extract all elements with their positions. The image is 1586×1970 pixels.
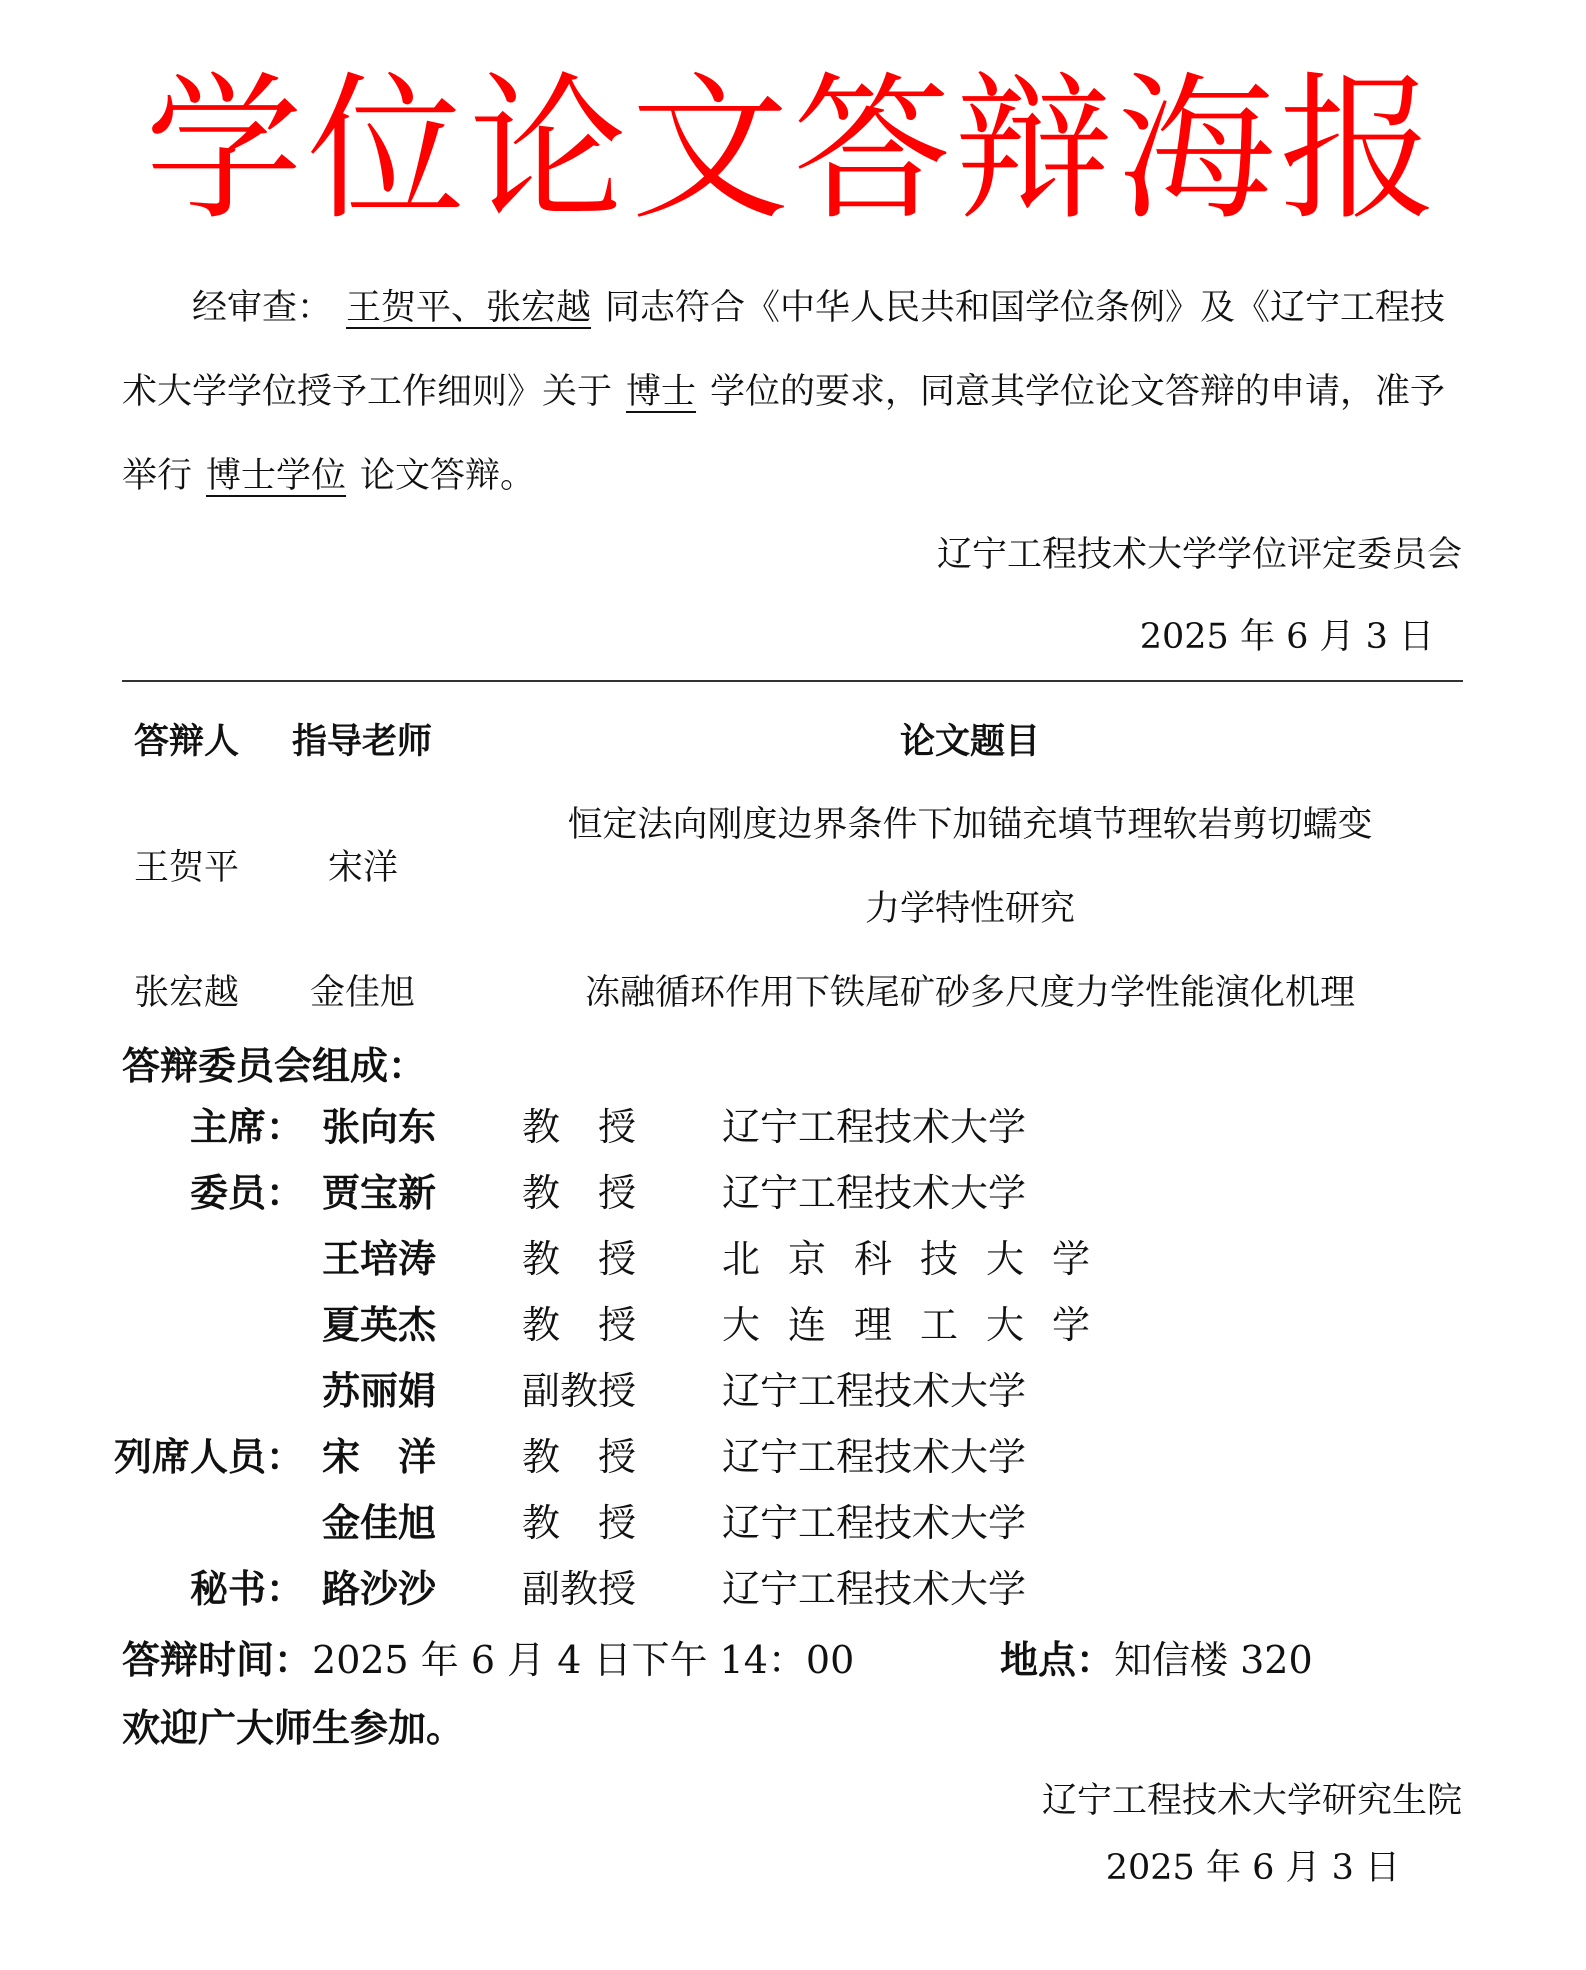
- member-institution: 辽宁工程技术大学: [722, 1369, 1027, 1413]
- poster-title: 学位论文答辩海报: [145, 58, 1441, 242]
- member-title: 教 授: [522, 1237, 637, 1281]
- footer-issuer: 辽宁工程技术大学研究生院: [1041, 1781, 1462, 1821]
- member-name: 苏丽娟: [322, 1368, 437, 1413]
- row-advisor: 金佳旭: [310, 973, 416, 1013]
- row-defender: 张宏越: [134, 973, 240, 1013]
- member-name: 路沙沙: [322, 1566, 437, 1611]
- approval-issuer: 辽宁工程技术大学学位评定委员会: [936, 535, 1462, 575]
- header-advisor: 指导老师: [292, 721, 433, 762]
- member-title: 教 授: [522, 1105, 637, 1149]
- header-title: 论文题目: [899, 721, 1040, 762]
- member-institution: 辽宁工程技术大学: [722, 1171, 1027, 1215]
- member-institution: 北京科技大学: [722, 1237, 1119, 1281]
- committee-member: [0, 1231, 1586, 1287]
- row-defender: 王贺平: [134, 848, 240, 888]
- approval-text-b: 学位的要求，同意其学位论文答辩的申请，准予举行: [122, 372, 1446, 496]
- divider: [122, 680, 1463, 682]
- member-title: 教 授: [522, 1435, 637, 1479]
- place-value: 知信楼 320: [1114, 1638, 1313, 1682]
- degree-level: 博士: [626, 372, 697, 412]
- committee-heading: 答辩委员会组成：: [122, 1043, 427, 1088]
- approval-intro: 经审查：: [192, 288, 333, 328]
- member-name: 夏英杰: [322, 1302, 437, 1347]
- committee-member: [0, 1297, 1586, 1353]
- member-title: 教 授: [522, 1303, 637, 1347]
- member-institution: 辽宁工程技术大学: [722, 1105, 1027, 1149]
- approval-date: 2025 年 6 月 3 日: [1139, 617, 1434, 657]
- approval-text-c: 论文答辩。: [360, 456, 536, 496]
- committee-member: [0, 1099, 1586, 1155]
- header-defender: 答辩人: [134, 721, 240, 762]
- member-name: 宋 洋: [322, 1434, 437, 1479]
- committee-member: [0, 1165, 1586, 1221]
- member-institution: 辽宁工程技术大学: [722, 1567, 1027, 1611]
- member-name: 金佳旭: [322, 1500, 437, 1545]
- member-institution: 辽宁工程技术大学: [722, 1435, 1027, 1479]
- committee-member: [0, 1561, 1586, 1617]
- committee-member: [0, 1363, 1586, 1419]
- row-advisor: 宋洋: [328, 848, 399, 888]
- member-role: 主席：: [189, 1104, 304, 1149]
- member-institution: 辽宁工程技术大学: [722, 1501, 1027, 1545]
- defense-place: [1000, 1632, 1313, 1688]
- welcome-text: 欢迎广大师生参加。: [122, 1705, 465, 1750]
- row-title-line2: 力学特性研究: [864, 889, 1075, 929]
- place-label: 地点：: [1000, 1637, 1115, 1682]
- time-label: 答辩时间：: [122, 1637, 313, 1682]
- defense-time: [122, 1632, 854, 1688]
- row-title-line1: 冻融循环作用下铁尾矿砂多尺度力学性能演化机理: [584, 973, 1355, 1013]
- member-name: 张向东: [322, 1104, 437, 1149]
- footer-date: 2025 年 6 月 3 日: [1105, 1848, 1400, 1888]
- row-title-line1: 恒定法向刚度边界条件下加锚充填节理软岩剪切蠕变: [567, 805, 1373, 845]
- member-title: 副教授: [522, 1369, 637, 1413]
- student-names: 王贺平、张宏越: [346, 288, 592, 328]
- member-name: 王培涛: [322, 1236, 437, 1281]
- member-title: 教 授: [522, 1171, 637, 1215]
- degree-full: 博士学位: [206, 456, 347, 496]
- member-institution: 大连理工大学: [722, 1303, 1119, 1347]
- member-title: 教 授: [522, 1501, 637, 1545]
- committee-member: [0, 1429, 1586, 1485]
- time-value: 2025 年 6 月 4 日下午 14：00: [312, 1638, 855, 1682]
- committee-member: [0, 1495, 1586, 1551]
- approval-paragraph: [122, 266, 1462, 518]
- member-role: 秘书：: [189, 1566, 304, 1611]
- approval-text-a: 同志符合《中华人民共和国学位条例》及《辽宁工程技术大学学位授予工作细则》关于: [122, 288, 1446, 412]
- member-title: 副教授: [522, 1567, 637, 1611]
- member-role: 委员：: [189, 1170, 304, 1215]
- member-name: 贾宝新: [322, 1170, 437, 1215]
- member-role: 列席人员：: [113, 1434, 304, 1479]
